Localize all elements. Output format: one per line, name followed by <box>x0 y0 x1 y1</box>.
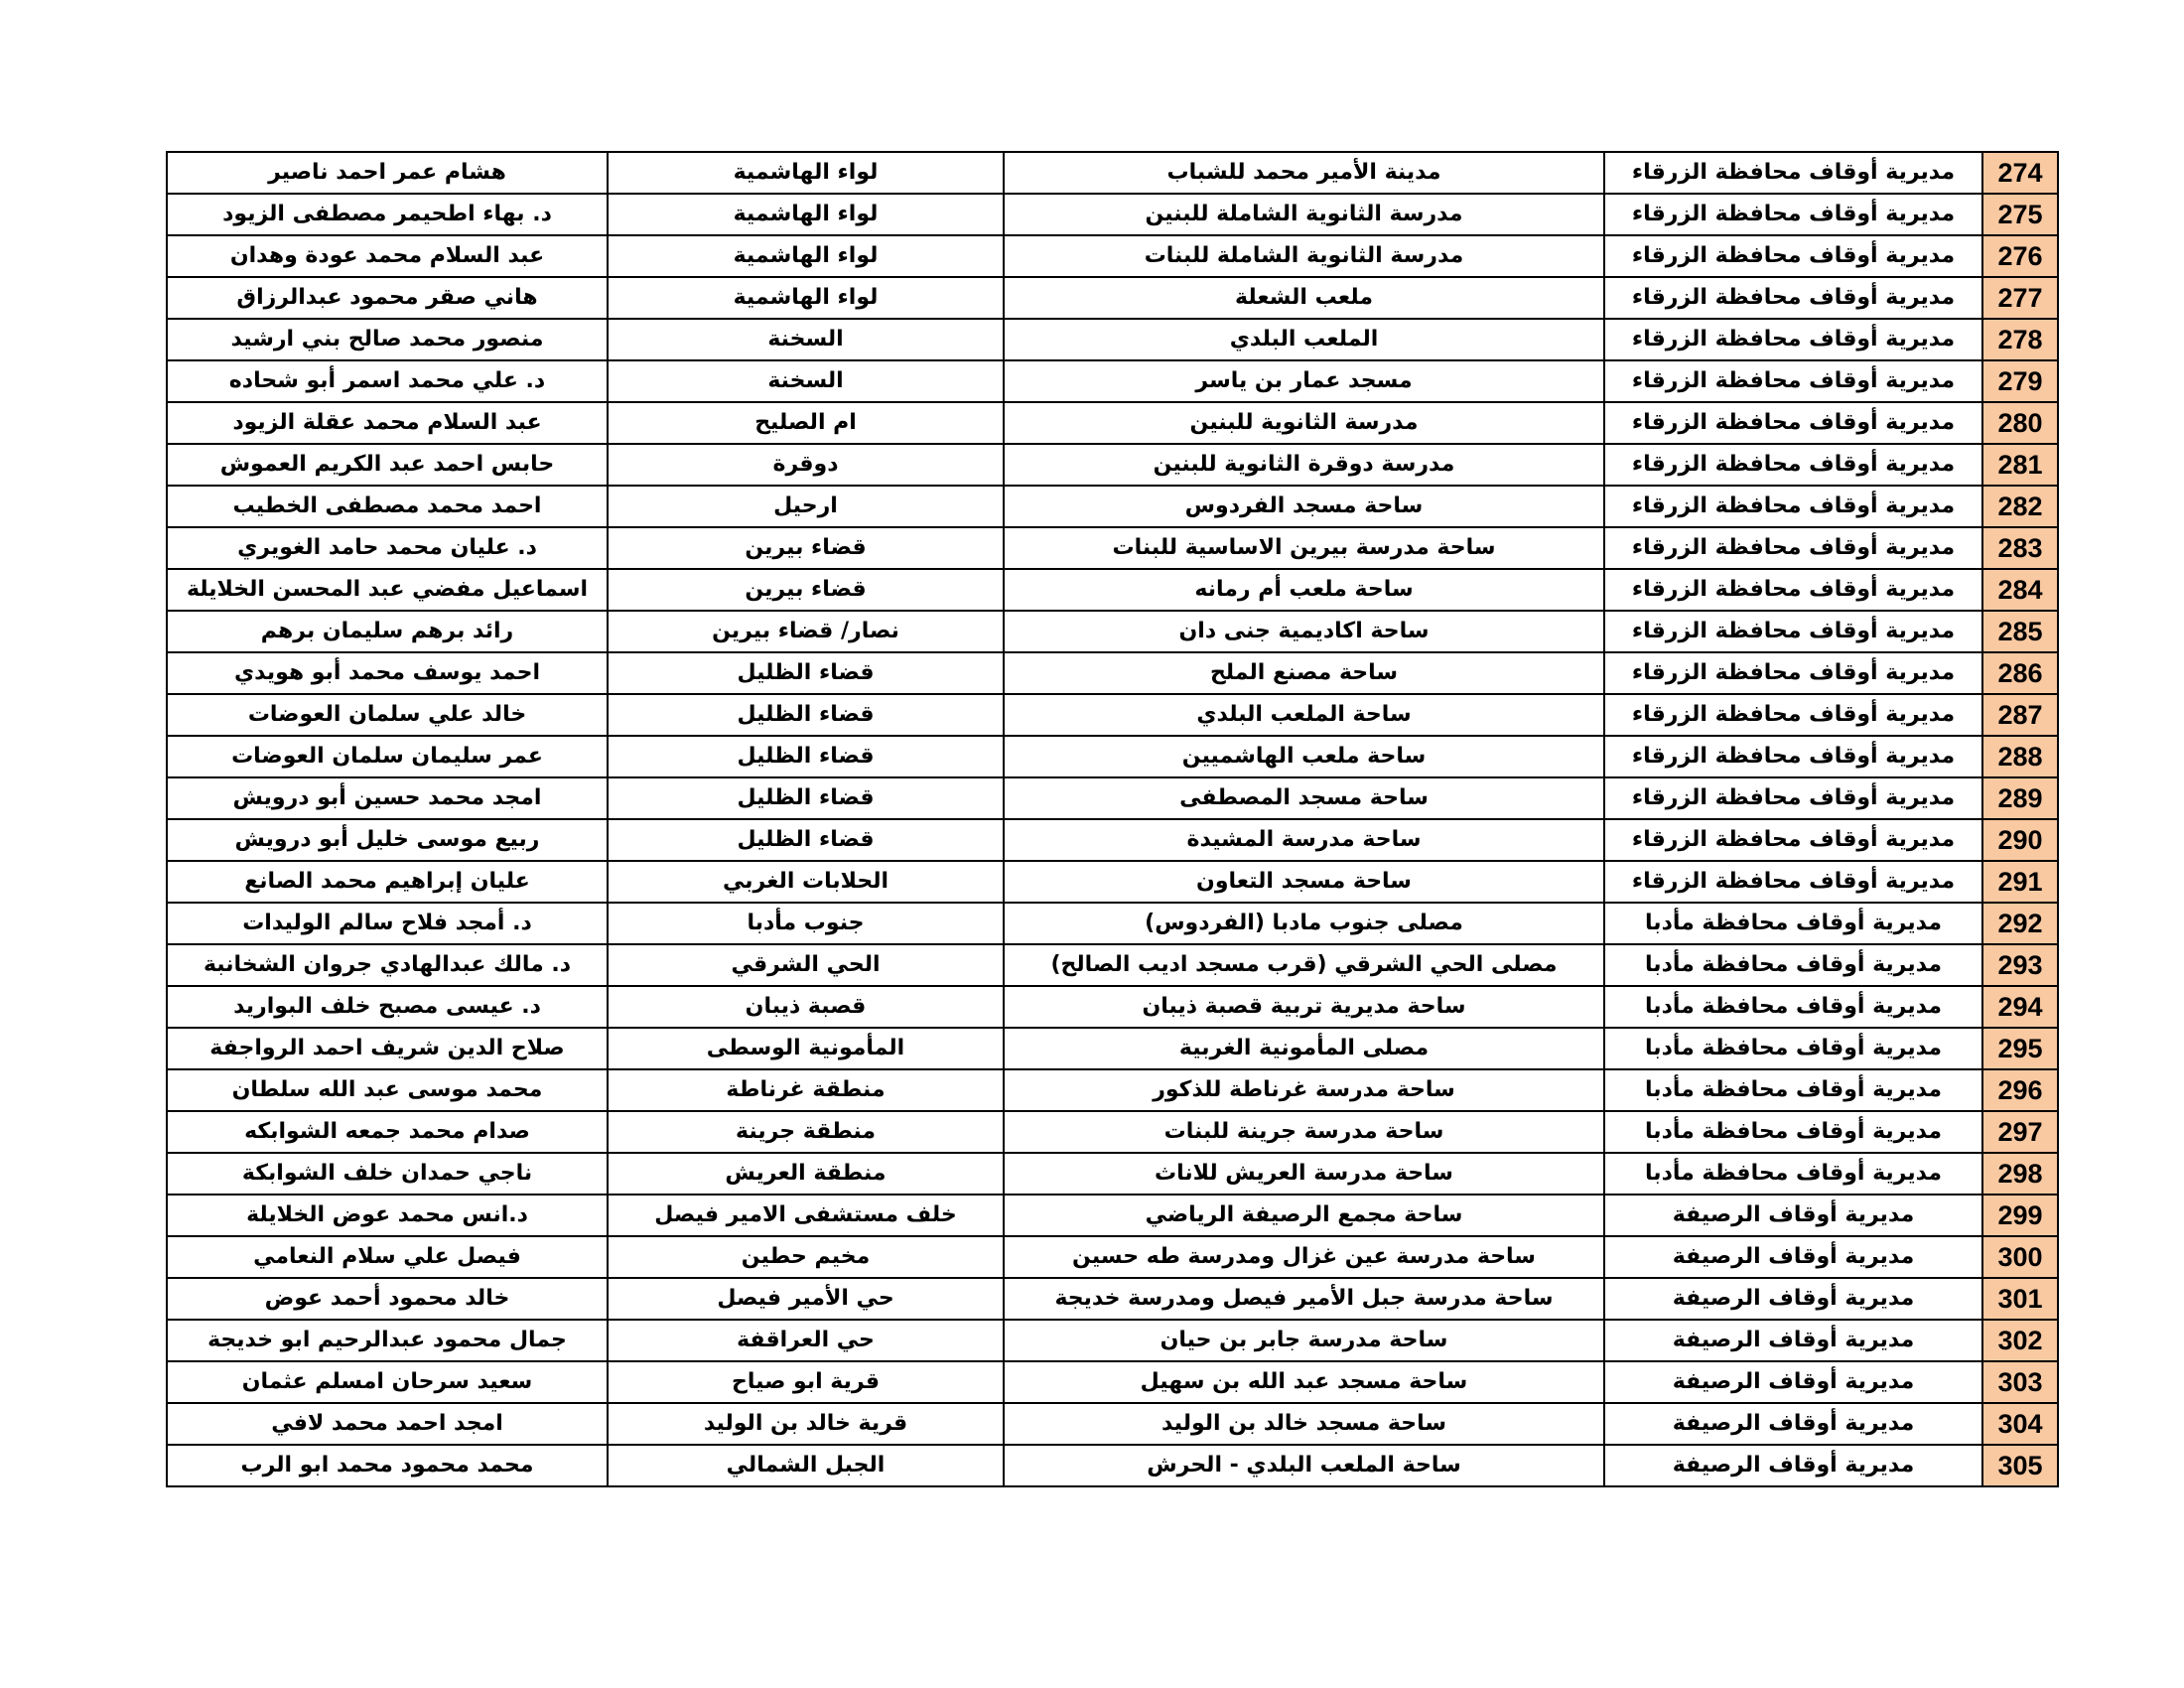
person-name-cell: احمد محمد مصطفى الخطيب <box>167 486 608 527</box>
area-cell: حي العراقفة <box>608 1320 1004 1361</box>
area-cell: السخنة <box>608 360 1004 402</box>
person-name-cell: صدام محمد جمعه الشوابكه <box>167 1111 608 1153</box>
site-cell: ساحة مسجد المصطفى <box>1004 777 1604 819</box>
area-cell: منطقة جرينة <box>608 1111 1004 1153</box>
row-number: 274 <box>1982 152 2058 194</box>
table-row <box>167 486 2058 527</box>
site-cell: ملعب الشعلة <box>1004 277 1604 319</box>
row-number: 282 <box>1982 486 2058 527</box>
row-number: 293 <box>1982 944 2058 986</box>
person-name-cell: ربيع موسى خليل أبو درويش <box>167 819 608 861</box>
row-number: 303 <box>1982 1361 2058 1403</box>
person-name-cell: سعيد سرحان امسلم عثمان <box>167 1361 608 1403</box>
person-name-cell: فيصل علي سلام النعامي <box>167 1236 608 1278</box>
person-name-cell: امجد احمد محمد لافي <box>167 1403 608 1445</box>
area-cell: قرية ابو صياح <box>608 1361 1004 1403</box>
table-row <box>167 277 2058 319</box>
directorate-cell: مديرية أوقاف محافظة مأدبا <box>1604 1028 1982 1069</box>
area-cell: لواء الهاشمية <box>608 194 1004 235</box>
site-cell: مدينة الأمير محمد للشباب <box>1004 152 1604 194</box>
area-cell: منطقة العريش <box>608 1153 1004 1195</box>
site-cell: ساحة مدرسة غرناطة للذكور <box>1004 1069 1604 1111</box>
site-cell: ساحة مدرسة عين غزال ومدرسة طه حسين <box>1004 1236 1604 1278</box>
area-cell: قضاء الظليل <box>608 694 1004 736</box>
site-cell: ساحة مسجد عبد الله بن سهيل <box>1004 1361 1604 1403</box>
person-name-cell: جمال محمود عبدالرحيم ابو خديجة <box>167 1320 608 1361</box>
site-cell: مدرسة الثانوية الشاملة للبنات <box>1004 235 1604 277</box>
row-number: 286 <box>1982 652 2058 694</box>
row-number: 296 <box>1982 1069 2058 1111</box>
area-cell: لواء الهاشمية <box>608 277 1004 319</box>
person-name-cell: عليان إبراهيم محمد الصانع <box>167 861 608 903</box>
row-number: 305 <box>1982 1445 2058 1486</box>
row-number: 277 <box>1982 277 2058 319</box>
table-row <box>167 861 2058 903</box>
directorate-cell: مديرية أوقاف الرصيفة <box>1604 1445 1982 1486</box>
area-cell: قضاء الظليل <box>608 652 1004 694</box>
directorate-cell: مديرية أوقاف محافظة الزرقاء <box>1604 402 1982 444</box>
site-cell: مدرسة دوقرة الثانوية للبنين <box>1004 444 1604 486</box>
table-row <box>167 360 2058 402</box>
directorate-cell: مديرية أوقاف الرصيفة <box>1604 1195 1982 1236</box>
row-number: 297 <box>1982 1111 2058 1153</box>
person-name-cell: هاني صقر محمود عبدالرزاق <box>167 277 608 319</box>
site-cell: ساحة ملعب أم رمانه <box>1004 569 1604 611</box>
site-cell: ساحة الملعب البلدي - الحرش <box>1004 1445 1604 1486</box>
row-number: 280 <box>1982 402 2058 444</box>
area-cell: المأمونية الوسطى <box>608 1028 1004 1069</box>
person-name-cell: د. علي محمد اسمر أبو شحاده <box>167 360 608 402</box>
row-number: 275 <box>1982 194 2058 235</box>
site-cell: ساحة مدرسة المشيدة <box>1004 819 1604 861</box>
directorate-cell: مديرية أوقاف محافظة مأدبا <box>1604 986 1982 1028</box>
site-cell: ساحة الملعب البلدي <box>1004 694 1604 736</box>
table-row <box>167 986 2058 1028</box>
row-number: 291 <box>1982 861 2058 903</box>
directorate-cell: مديرية أوقاف محافظة الزرقاء <box>1604 611 1982 652</box>
table-row <box>167 652 2058 694</box>
site-cell: الملعب البلدي <box>1004 319 1604 360</box>
directorate-cell: مديرية أوقاف محافظة الزرقاء <box>1604 652 1982 694</box>
row-number: 283 <box>1982 527 2058 569</box>
site-cell: ساحة مدرسة بيرين الاساسية للبنات <box>1004 527 1604 569</box>
area-cell: مخيم حطين <box>608 1236 1004 1278</box>
row-number: 301 <box>1982 1278 2058 1320</box>
area-cell: لواء الهاشمية <box>608 152 1004 194</box>
person-name-cell: د. مالك عبدالهادي جروان الشخانبة <box>167 944 608 986</box>
table-row <box>167 527 2058 569</box>
person-name-cell: عمر سليمان سلمان العوضات <box>167 736 608 777</box>
site-cell: ساحة مدرسة جبل الأمير فيصل ومدرسة خديجة <box>1004 1278 1604 1320</box>
row-number: 285 <box>1982 611 2058 652</box>
directorate-cell: مديرية أوقاف محافظة الزرقاء <box>1604 777 1982 819</box>
directorate-cell: مديرية أوقاف محافظة الزرقاء <box>1604 486 1982 527</box>
directorate-cell: مديرية أوقاف محافظة الزرقاء <box>1604 444 1982 486</box>
person-name-cell: خالد محمود أحمد عوض <box>167 1278 608 1320</box>
area-cell: منطقة غرناطة <box>608 1069 1004 1111</box>
area-cell: حي الأمير فيصل <box>608 1278 1004 1320</box>
area-cell: قضاء بيرين <box>608 527 1004 569</box>
row-number: 298 <box>1982 1153 2058 1195</box>
area-cell: قرية خالد بن الوليد <box>608 1403 1004 1445</box>
table-row <box>167 569 2058 611</box>
person-name-cell: عبد السلام محمد عقلة الزيود <box>167 402 608 444</box>
site-cell: ساحة مدرسة جرينة للبنات <box>1004 1111 1604 1153</box>
person-name-cell: رائد برهم سليمان برهم <box>167 611 608 652</box>
row-number: 289 <box>1982 777 2058 819</box>
row-number: 281 <box>1982 444 2058 486</box>
row-number: 287 <box>1982 694 2058 736</box>
row-number: 304 <box>1982 1403 2058 1445</box>
directorate-cell: مديرية أوقاف محافظة الزرقاء <box>1604 527 1982 569</box>
table-row <box>167 1028 2058 1069</box>
directorate-cell: مديرية أوقاف محافظة الزرقاء <box>1604 861 1982 903</box>
row-number: 290 <box>1982 819 2058 861</box>
directorate-cell: مديرية أوقاف محافظة الزرقاء <box>1604 569 1982 611</box>
row-number: 276 <box>1982 235 2058 277</box>
directorate-cell: مديرية أوقاف محافظة الزرقاء <box>1604 194 1982 235</box>
directorate-cell: مديرية أوقاف محافظة مأدبا <box>1604 1111 1982 1153</box>
table-row <box>167 1069 2058 1111</box>
directorate-cell: مديرية أوقاف محافظة الزرقاء <box>1604 235 1982 277</box>
site-cell: مدرسة الثانوية الشاملة للبنين <box>1004 194 1604 235</box>
directorate-cell: مديرية أوقاف محافظة الزرقاء <box>1604 694 1982 736</box>
area-cell: الحلابات الغربي <box>608 861 1004 903</box>
directorate-cell: مديرية أوقاف محافظة الزرقاء <box>1604 736 1982 777</box>
area-cell: الجبل الشمالي <box>608 1445 1004 1486</box>
directorate-cell: مديرية أوقاف الرصيفة <box>1604 1320 1982 1361</box>
area-cell: دوقرة <box>608 444 1004 486</box>
site-cell: مصلى الحي الشرقي (قرب مسجد اديب الصالح) <box>1004 944 1604 986</box>
directorate-cell: مديرية أوقاف محافظة الزرقاء <box>1604 152 1982 194</box>
site-cell: مصلى جنوب مادبا (الفردوس) <box>1004 903 1604 944</box>
person-name-cell: محمد موسى عبد الله سلطان <box>167 1069 608 1111</box>
area-cell: خلف مستشفى الامير فيصل <box>608 1195 1004 1236</box>
site-cell: مسجد عمار بن ياسر <box>1004 360 1604 402</box>
table-row <box>167 1278 2058 1320</box>
row-number: 299 <box>1982 1195 2058 1236</box>
table-row <box>167 944 2058 986</box>
directorate-cell: مديرية أوقاف محافظة الزرقاء <box>1604 360 1982 402</box>
site-cell: ساحة مدرسة جابر بن حيان <box>1004 1320 1604 1361</box>
area-cell: الحي الشرقي <box>608 944 1004 986</box>
table-row <box>167 903 2058 944</box>
table-row <box>167 611 2058 652</box>
person-name-cell: عبد السلام محمد عودة وهدان <box>167 235 608 277</box>
table-row <box>167 1320 2058 1361</box>
assignments-table <box>166 151 2059 1487</box>
table-row <box>167 444 2058 486</box>
directorate-cell: مديرية أوقاف محافظة مأدبا <box>1604 1153 1982 1195</box>
person-name-cell: اسماعيل مفضي عبد المحسن الخلايلة <box>167 569 608 611</box>
row-number: 295 <box>1982 1028 2058 1069</box>
table-row <box>167 194 2058 235</box>
person-name-cell: د.انس محمد عوض الخلايلة <box>167 1195 608 1236</box>
row-number: 288 <box>1982 736 2058 777</box>
directorate-cell: مديرية أوقاف محافظة مأدبا <box>1604 944 1982 986</box>
table-row <box>167 694 2058 736</box>
person-name-cell: د. أمجد فلاح سالم الوليدات <box>167 903 608 944</box>
directorate-cell: مديرية أوقاف محافظة الزرقاء <box>1604 819 1982 861</box>
area-cell: ارحيل <box>608 486 1004 527</box>
table-row <box>167 1153 2058 1195</box>
person-name-cell: محمد محمود محمد ابو الرب <box>167 1445 608 1486</box>
person-name-cell: د. عيسى مصبح خلف البواريد <box>167 986 608 1028</box>
row-number: 278 <box>1982 319 2058 360</box>
site-cell: ساحة مديرية تربية قصبة ذيبان <box>1004 986 1604 1028</box>
table-row <box>167 1403 2058 1445</box>
table-row <box>167 319 2058 360</box>
directorate-cell: مديرية أوقاف الرصيفة <box>1604 1403 1982 1445</box>
table-row <box>167 235 2058 277</box>
area-cell: لواء الهاشمية <box>608 235 1004 277</box>
table-body <box>167 152 2058 1486</box>
directorate-cell: مديرية أوقاف الرصيفة <box>1604 1236 1982 1278</box>
person-name-cell: خالد علي سلمان العوضات <box>167 694 608 736</box>
area-cell: جنوب مأدبا <box>608 903 1004 944</box>
site-cell: ساحة مدرسة العريش للاناث <box>1004 1153 1604 1195</box>
area-cell: قضاء الظليل <box>608 777 1004 819</box>
area-cell: قضاء بيرين <box>608 569 1004 611</box>
site-cell: مصلى المأمونية الغربية <box>1004 1028 1604 1069</box>
row-number: 302 <box>1982 1320 2058 1361</box>
directorate-cell: مديرية أوقاف محافظة مأدبا <box>1604 903 1982 944</box>
area-cell: نصار/ قضاء بيرين <box>608 611 1004 652</box>
site-cell: ساحة مجمع الرصيفة الرياضي <box>1004 1195 1604 1236</box>
row-number: 294 <box>1982 986 2058 1028</box>
table-row <box>167 1195 2058 1236</box>
table-row <box>167 1236 2058 1278</box>
site-cell: ساحة مسجد خالد بن الوليد <box>1004 1403 1604 1445</box>
directorate-cell: مديرية أوقاف محافظة الزرقاء <box>1604 319 1982 360</box>
table-row <box>167 1111 2058 1153</box>
table-row <box>167 819 2058 861</box>
site-cell: ساحة مسجد الفردوس <box>1004 486 1604 527</box>
area-cell: ام الصليح <box>608 402 1004 444</box>
table-row <box>167 1445 2058 1486</box>
table-row <box>167 152 2058 194</box>
person-name-cell: د. بهاء اطحيمر مصطفى الزيود <box>167 194 608 235</box>
area-cell: قضاء الظليل <box>608 819 1004 861</box>
person-name-cell: هشام عمر احمد ناصير <box>167 152 608 194</box>
row-number: 300 <box>1982 1236 2058 1278</box>
area-cell: السخنة <box>608 319 1004 360</box>
directorate-cell: مديرية أوقاف محافظة مأدبا <box>1604 1069 1982 1111</box>
directorate-cell: مديرية أوقاف محافظة الزرقاء <box>1604 277 1982 319</box>
area-cell: قضاء الظليل <box>608 736 1004 777</box>
person-name-cell: امجد محمد حسين أبو درويش <box>167 777 608 819</box>
table-row <box>167 1361 2058 1403</box>
person-name-cell: منصور محمد صالح بني ارشيد <box>167 319 608 360</box>
table-row <box>167 402 2058 444</box>
area-cell: قصبة ذيبان <box>608 986 1004 1028</box>
site-cell: ساحة ملعب الهاشميين <box>1004 736 1604 777</box>
directorate-cell: مديرية أوقاف الرصيفة <box>1604 1278 1982 1320</box>
table-row <box>167 736 2058 777</box>
person-name-cell: صلاح الدين شريف احمد الرواجفة <box>167 1028 608 1069</box>
person-name-cell: ناجي حمدان خلف الشوابكة <box>167 1153 608 1195</box>
site-cell: ساحة اكاديمية جنى دان <box>1004 611 1604 652</box>
site-cell: ساحة مصنع الملح <box>1004 652 1604 694</box>
person-name-cell: د. عليان محمد حامد الغويري <box>167 527 608 569</box>
directorate-cell: مديرية أوقاف الرصيفة <box>1604 1361 1982 1403</box>
row-number: 279 <box>1982 360 2058 402</box>
row-number: 284 <box>1982 569 2058 611</box>
table-row <box>167 777 2058 819</box>
site-cell: ساحة مسجد التعاون <box>1004 861 1604 903</box>
person-name-cell: احمد يوسف محمد أبو هويدي <box>167 652 608 694</box>
site-cell: مدرسة الثانوية للبنين <box>1004 402 1604 444</box>
person-name-cell: حابس احمد عبد الكريم العموش <box>167 444 608 486</box>
row-number: 292 <box>1982 903 2058 944</box>
